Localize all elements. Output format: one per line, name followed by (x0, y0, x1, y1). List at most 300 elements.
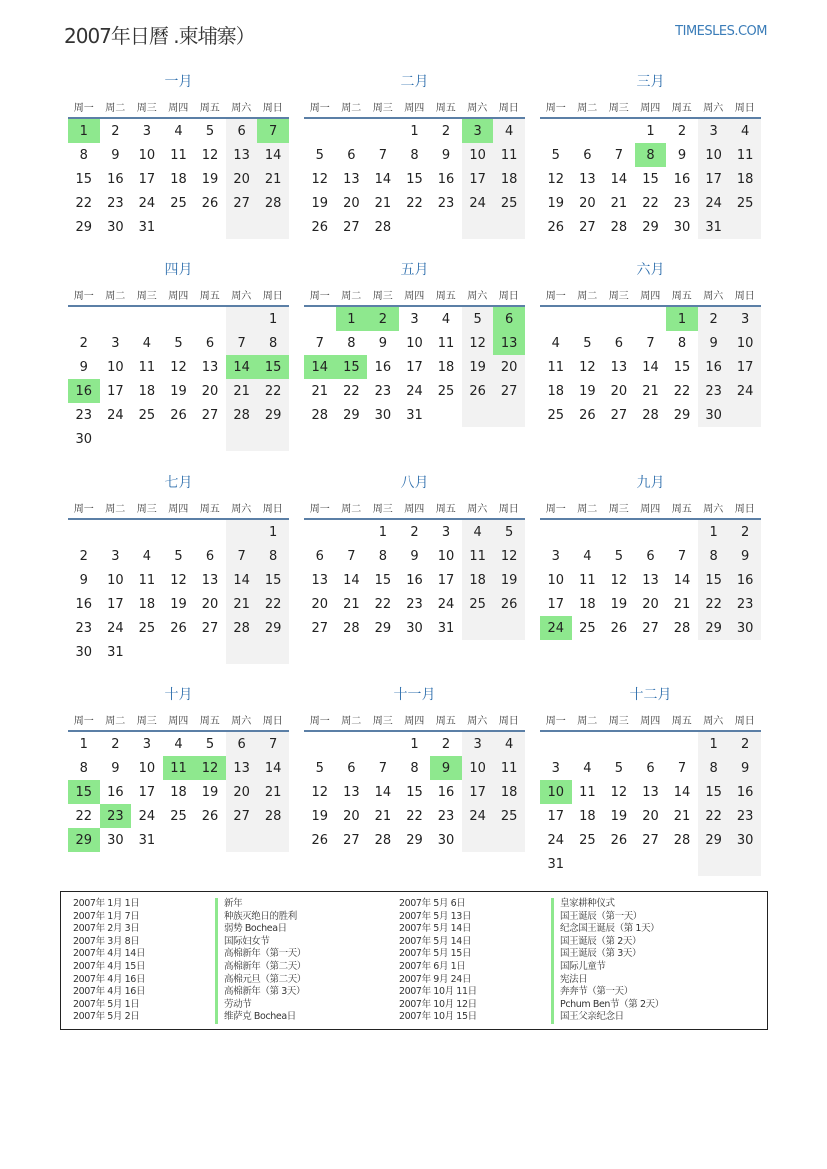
day-cell[interactable]: 19 (462, 355, 494, 379)
day-cell[interactable]: 25 (493, 191, 525, 215)
day-cell[interactable]: 19 (610, 808, 628, 824)
day-cell[interactable]: 23 (107, 195, 124, 211)
day-cell[interactable]: 1 (257, 307, 289, 331)
day-cell[interactable]: 19 (201, 171, 219, 187)
day-cell[interactable]: 22 (374, 596, 392, 612)
day-cell[interactable]: 17 (462, 167, 494, 191)
day-cell[interactable]: 23 (75, 407, 93, 423)
day-cell[interactable]: 22 (406, 808, 423, 824)
day-cell[interactable]: 19 (170, 596, 187, 612)
day-cell[interactable]: 10 (462, 143, 494, 167)
day-cell[interactable]: 8 (635, 143, 667, 167)
day-cell[interactable]: 1 (257, 520, 289, 544)
day-cell[interactable]: 11 (547, 359, 565, 375)
day-cell[interactable]: 14 (673, 784, 691, 800)
day-cell[interactable]: 20 (343, 808, 360, 824)
day-cell[interactable]: 8 (698, 544, 730, 568)
day-cell[interactable]: 23 (437, 195, 455, 211)
day-cell[interactable]: 14 (257, 143, 289, 167)
day-cell[interactable]: 29 (698, 616, 730, 640)
day-cell[interactable]: 7 (257, 732, 289, 756)
day-cell[interactable]: 26 (311, 832, 329, 848)
day-cell[interactable]: 20 (343, 195, 360, 211)
day-cell[interactable]: 28 (642, 407, 659, 423)
day-cell[interactable]: 18 (493, 780, 525, 804)
day-cell[interactable]: 13 (226, 143, 258, 167)
day-cell[interactable]: 1 (68, 119, 100, 143)
day-cell[interactable]: 12 (493, 544, 525, 568)
day-cell[interactable]: 9 (441, 147, 451, 163)
day-cell[interactable]: 25 (437, 383, 455, 399)
day-cell[interactable]: 8 (347, 335, 356, 351)
day-cell[interactable]: 1 (698, 520, 730, 544)
day-cell[interactable]: 19 (170, 383, 187, 399)
day-cell[interactable]: 26 (547, 219, 565, 235)
day-cell[interactable]: 12 (170, 359, 187, 375)
day-cell[interactable]: 26 (170, 620, 187, 636)
day-cell[interactable]: 23 (406, 596, 423, 612)
day-cell[interactable]: 2 (410, 524, 419, 540)
day-cell[interactable]: 2 (79, 335, 88, 351)
day-cell[interactable]: 13 (343, 784, 360, 800)
day-cell[interactable]: 29 (642, 219, 659, 235)
day-cell[interactable]: 15 (642, 171, 659, 187)
day-cell[interactable]: 24 (540, 616, 572, 640)
day-cell[interactable]: 12 (311, 171, 329, 187)
day-cell[interactable]: 2 (677, 123, 687, 139)
day-cell[interactable]: 31 (138, 832, 156, 848)
day-cell[interactable]: 7 (226, 544, 258, 568)
day-cell[interactable]: 16 (107, 171, 124, 187)
day-cell[interactable]: 29 (257, 616, 289, 640)
day-cell[interactable]: 24 (698, 191, 730, 215)
day-cell[interactable]: 16 (75, 596, 93, 612)
day-cell[interactable]: 30 (107, 832, 124, 848)
day-cell[interactable]: 29 (673, 407, 691, 423)
day-cell[interactable]: 18 (437, 359, 455, 375)
day-cell[interactable]: 16 (437, 171, 455, 187)
day-cell[interactable]: 13 (311, 572, 329, 588)
day-cell[interactable]: 23 (729, 804, 761, 828)
day-cell[interactable]: 3 (111, 335, 120, 351)
day-cell[interactable]: 17 (406, 359, 423, 375)
day-cell[interactable]: 31 (406, 407, 423, 423)
day-cell[interactable]: 23 (75, 620, 93, 636)
day-cell[interactable]: 4 (142, 335, 152, 351)
day-cell[interactable]: 2 (111, 736, 120, 752)
day-cell[interactable]: 18 (138, 383, 156, 399)
day-cell[interactable]: 6 (614, 335, 624, 351)
day-cell[interactable]: 25 (138, 620, 156, 636)
day-cell[interactable]: 5 (614, 760, 624, 776)
day-cell[interactable]: 4 (174, 736, 183, 752)
day-cell[interactable]: 20 (201, 383, 219, 399)
day-cell[interactable]: 22 (406, 195, 423, 211)
day-cell[interactable]: 28 (343, 620, 360, 636)
day-cell[interactable]: 29 (406, 832, 423, 848)
day-cell[interactable]: 3 (551, 760, 560, 776)
day-cell[interactable]: 5 (462, 307, 494, 331)
day-cell[interactable]: 17 (547, 808, 565, 824)
day-cell[interactable]: 2 (698, 307, 730, 331)
day-cell[interactable]: 10 (406, 335, 423, 351)
day-cell[interactable]: 16 (437, 784, 455, 800)
day-cell[interactable]: 8 (677, 335, 687, 351)
day-cell[interactable]: 23 (374, 383, 392, 399)
day-cell[interactable]: 16 (673, 171, 691, 187)
day-cell[interactable]: 9 (79, 359, 88, 375)
day-cell[interactable]: 18 (462, 568, 494, 592)
day-cell[interactable]: 25 (579, 832, 596, 848)
day-cell[interactable]: 4 (729, 119, 761, 143)
day-cell[interactable]: 25 (138, 407, 156, 423)
day-cell[interactable]: 22 (642, 195, 659, 211)
day-cell[interactable]: 28 (257, 191, 289, 215)
day-cell[interactable]: 11 (462, 544, 494, 568)
day-cell[interactable]: 3 (729, 307, 761, 331)
day-cell[interactable]: 22 (698, 804, 730, 828)
day-cell[interactable]: 28 (374, 832, 392, 848)
day-cell[interactable]: 25 (579, 620, 596, 636)
day-cell[interactable]: 20 (226, 167, 258, 191)
day-cell[interactable]: 14 (610, 171, 628, 187)
day-cell[interactable]: 2 (79, 548, 88, 564)
day-cell[interactable]: 28 (226, 403, 258, 427)
day-cell[interactable]: 17 (107, 383, 124, 399)
day-cell[interactable]: 8 (410, 760, 419, 776)
day-cell[interactable]: 3 (111, 548, 120, 564)
day-cell[interactable]: 2 (441, 736, 451, 752)
day-cell[interactable]: 28 (673, 832, 691, 848)
day-cell[interactable]: 1 (378, 524, 388, 540)
day-cell[interactable]: 21 (673, 596, 691, 612)
day-cell[interactable]: 21 (343, 596, 360, 612)
day-cell[interactable]: 19 (579, 383, 596, 399)
day-cell[interactable]: 17 (729, 355, 761, 379)
day-cell[interactable]: 30 (673, 219, 691, 235)
day-cell[interactable]: 14 (257, 756, 289, 780)
day-cell[interactable]: 31 (107, 644, 124, 660)
day-cell[interactable]: 23 (437, 808, 455, 824)
day-cell[interactable]: 20 (642, 808, 659, 824)
day-cell[interactable]: 21 (374, 808, 392, 824)
day-cell[interactable]: 23 (698, 379, 730, 403)
day-cell[interactable]: 3 (410, 311, 419, 327)
day-cell[interactable]: 27 (343, 832, 360, 848)
day-cell[interactable]: 2 (367, 307, 399, 331)
day-cell[interactable]: 11 (493, 143, 525, 167)
day-cell[interactable]: 14 (642, 359, 659, 375)
day-cell[interactable]: 30 (437, 832, 455, 848)
day-cell[interactable]: 9 (378, 335, 388, 351)
day-cell[interactable]: 24 (138, 195, 156, 211)
day-cell[interactable]: 11 (138, 572, 156, 588)
day-cell[interactable]: 20 (579, 195, 596, 211)
day-cell[interactable]: 25 (729, 191, 761, 215)
day-cell[interactable]: 22 (75, 808, 93, 824)
day-cell[interactable]: 23 (673, 195, 691, 211)
day-cell[interactable]: 24 (138, 808, 156, 824)
day-cell[interactable]: 19 (311, 195, 329, 211)
day-cell[interactable]: 28 (673, 620, 691, 636)
day-cell[interactable]: 15 (406, 784, 423, 800)
day-cell[interactable]: 27 (201, 620, 219, 636)
day-cell[interactable]: 23 (100, 804, 132, 828)
day-cell[interactable]: 7 (677, 760, 687, 776)
day-cell[interactable]: 16 (374, 359, 392, 375)
day-cell[interactable]: 18 (493, 167, 525, 191)
day-cell[interactable]: 7 (378, 147, 388, 163)
day-cell[interactable]: 15 (257, 355, 289, 379)
day-cell[interactable]: 12 (579, 359, 596, 375)
day-cell[interactable]: 20 (642, 596, 659, 612)
day-cell[interactable]: 4 (551, 335, 560, 351)
day-cell[interactable]: 11 (138, 359, 156, 375)
day-cell[interactable]: 8 (257, 331, 289, 355)
day-cell[interactable]: 7 (646, 335, 655, 351)
day-cell[interactable]: 15 (406, 171, 423, 187)
day-cell[interactable]: 17 (107, 596, 124, 612)
day-cell[interactable]: 24 (547, 832, 565, 848)
day-cell[interactable]: 10 (437, 548, 455, 564)
day-cell[interactable]: 4 (142, 548, 152, 564)
day-cell[interactable]: 21 (257, 780, 289, 804)
day-cell[interactable]: 6 (226, 732, 258, 756)
day-cell[interactable]: 30 (75, 644, 93, 660)
day-cell[interactable]: 12 (311, 784, 329, 800)
day-cell[interactable]: 11 (170, 147, 187, 163)
day-cell[interactable]: 27 (493, 379, 525, 403)
day-cell[interactable]: 8 (79, 147, 88, 163)
day-cell[interactable]: 1 (698, 732, 730, 756)
day-cell[interactable]: 24 (107, 620, 124, 636)
day-cell[interactable]: 18 (579, 596, 596, 612)
day-cell[interactable]: 25 (493, 804, 525, 828)
day-cell[interactable]: 9 (729, 756, 761, 780)
day-cell[interactable]: 26 (610, 620, 628, 636)
day-cell[interactable]: 18 (170, 784, 187, 800)
day-cell[interactable]: 3 (441, 524, 451, 540)
day-cell[interactable]: 21 (610, 195, 628, 211)
day-cell[interactable]: 1 (410, 123, 419, 139)
day-cell[interactable]: 18 (729, 167, 761, 191)
day-cell[interactable]: 17 (138, 171, 156, 187)
day-cell[interactable]: 6 (347, 760, 356, 776)
day-cell[interactable]: 13 (201, 572, 219, 588)
day-cell[interactable]: 7 (378, 760, 388, 776)
day-cell[interactable]: 3 (551, 548, 560, 564)
day-cell[interactable]: 4 (174, 123, 183, 139)
day-cell[interactable]: 6 (226, 119, 258, 143)
day-cell[interactable]: 13 (201, 359, 219, 375)
day-cell[interactable]: 6 (315, 548, 324, 564)
day-cell[interactable]: 12 (170, 572, 187, 588)
day-cell[interactable]: 6 (583, 147, 592, 163)
day-cell[interactable]: 9 (410, 548, 419, 564)
day-cell[interactable]: 8 (698, 756, 730, 780)
day-cell[interactable]: 4 (462, 520, 494, 544)
day-cell[interactable]: 4 (583, 760, 592, 776)
day-cell[interactable]: 12 (547, 171, 565, 187)
day-cell[interactable]: 7 (347, 548, 356, 564)
day-cell[interactable]: 7 (315, 335, 324, 351)
day-cell[interactable]: 28 (610, 219, 628, 235)
day-cell[interactable]: 3 (142, 123, 152, 139)
day-cell[interactable]: 3 (462, 732, 494, 756)
day-cell[interactable]: 28 (374, 219, 392, 235)
day-cell[interactable]: 25 (170, 195, 187, 211)
day-cell[interactable]: 31 (547, 856, 565, 872)
day-cell[interactable]: 26 (579, 407, 596, 423)
day-cell[interactable]: 24 (462, 191, 494, 215)
day-cell[interactable]: 14 (226, 355, 258, 379)
day-cell[interactable]: 12 (610, 784, 628, 800)
day-cell[interactable]: 5 (174, 548, 183, 564)
day-cell[interactable]: 5 (551, 147, 560, 163)
day-cell[interactable]: 14 (343, 572, 360, 588)
day-cell[interactable]: 2 (729, 732, 761, 756)
day-cell[interactable]: 21 (673, 808, 691, 824)
day-cell[interactable]: 8 (378, 548, 388, 564)
day-cell[interactable]: 25 (462, 592, 494, 616)
day-cell[interactable]: 29 (68, 828, 100, 852)
day-cell[interactable]: 11 (579, 784, 596, 800)
day-cell[interactable]: 30 (698, 403, 730, 427)
day-cell[interactable]: 17 (547, 596, 565, 612)
day-cell[interactable]: 9 (79, 572, 88, 588)
day-cell[interactable]: 27 (201, 407, 219, 423)
day-cell[interactable]: 4 (441, 311, 451, 327)
site-logo-text[interactable]: TIMESLES.COM (675, 24, 767, 39)
day-cell[interactable]: 16 (729, 780, 761, 804)
day-cell[interactable]: 16 (107, 784, 124, 800)
day-cell[interactable]: 2 (441, 123, 451, 139)
day-cell[interactable]: 10 (698, 143, 730, 167)
day-cell[interactable]: 8 (79, 760, 88, 776)
day-cell[interactable]: 21 (257, 167, 289, 191)
day-cell[interactable]: 19 (311, 808, 329, 824)
day-cell[interactable]: 11 (579, 572, 596, 588)
day-cell[interactable]: 21 (226, 592, 258, 616)
day-cell[interactable]: 7 (257, 119, 289, 143)
day-cell[interactable]: 26 (170, 407, 187, 423)
day-cell[interactable]: 3 (462, 119, 494, 143)
day-cell[interactable]: 24 (729, 379, 761, 403)
day-cell[interactable]: 19 (547, 195, 565, 211)
day-cell[interactable]: 16 (68, 379, 100, 403)
day-cell[interactable]: 10 (138, 760, 156, 776)
day-cell[interactable]: 12 (462, 331, 494, 355)
day-cell[interactable]: 4 (493, 732, 525, 756)
day-cell[interactable]: 15 (698, 780, 730, 804)
day-cell[interactable]: 22 (698, 592, 730, 616)
day-cell[interactable]: 30 (107, 219, 124, 235)
day-cell[interactable]: 28 (257, 804, 289, 828)
day-cell[interactable]: 26 (493, 592, 525, 616)
day-cell[interactable]: 23 (729, 592, 761, 616)
day-cell[interactable]: 22 (75, 195, 93, 211)
day-cell[interactable]: 14 (374, 784, 392, 800)
day-cell[interactable]: 15 (257, 568, 289, 592)
day-cell[interactable]: 9 (729, 544, 761, 568)
day-cell[interactable]: 18 (579, 808, 596, 824)
day-cell[interactable]: 6 (205, 335, 215, 351)
day-cell[interactable]: 28 (311, 407, 329, 423)
day-cell[interactable]: 10 (107, 359, 124, 375)
day-cell[interactable]: 17 (698, 167, 730, 191)
day-cell[interactable]: 9 (698, 331, 730, 355)
day-cell[interactable]: 16 (698, 355, 730, 379)
day-cell[interactable]: 15 (374, 572, 392, 588)
day-cell[interactable]: 31 (138, 219, 156, 235)
day-cell[interactable]: 11 (437, 335, 455, 351)
day-cell[interactable]: 15 (75, 171, 93, 187)
day-cell[interactable]: 19 (201, 784, 219, 800)
day-cell[interactable]: 26 (201, 195, 219, 211)
day-cell[interactable]: 13 (226, 756, 258, 780)
day-cell[interactable]: 19 (493, 568, 525, 592)
day-cell[interactable]: 12 (194, 756, 226, 780)
day-cell[interactable]: 14 (673, 572, 691, 588)
day-cell[interactable]: 14 (374, 171, 392, 187)
day-cell[interactable]: 10 (540, 780, 572, 804)
day-cell[interactable]: 29 (698, 828, 730, 852)
day-cell[interactable]: 14 (226, 568, 258, 592)
day-cell[interactable]: 27 (642, 832, 659, 848)
day-cell[interactable]: 26 (201, 808, 219, 824)
day-cell[interactable]: 25 (170, 808, 187, 824)
day-cell[interactable]: 27 (579, 219, 596, 235)
day-cell[interactable]: 5 (583, 335, 592, 351)
day-cell[interactable]: 18 (138, 596, 156, 612)
day-cell[interactable]: 25 (547, 407, 565, 423)
day-cell[interactable]: 12 (610, 572, 628, 588)
day-cell[interactable]: 18 (547, 383, 565, 399)
day-cell[interactable]: 13 (610, 359, 628, 375)
day-cell[interactable]: 15 (336, 355, 368, 379)
day-cell[interactable]: 31 (698, 215, 730, 239)
day-cell[interactable]: 15 (68, 780, 100, 804)
day-cell[interactable]: 16 (729, 568, 761, 592)
day-cell[interactable]: 16 (406, 572, 423, 588)
day-cell[interactable]: 1 (666, 307, 698, 331)
day-cell[interactable]: 11 (493, 756, 525, 780)
day-cell[interactable]: 30 (406, 620, 423, 636)
day-cell[interactable]: 27 (311, 620, 329, 636)
day-cell[interactable]: 12 (201, 147, 219, 163)
day-cell[interactable]: 27 (642, 620, 659, 636)
day-cell[interactable]: 21 (374, 195, 392, 211)
day-cell[interactable]: 5 (315, 760, 324, 776)
day-cell[interactable]: 4 (493, 119, 525, 143)
day-cell[interactable]: 1 (410, 736, 419, 752)
day-cell[interactable]: 29 (257, 403, 289, 427)
day-cell[interactable]: 27 (610, 407, 628, 423)
day-cell[interactable]: 11 (163, 756, 195, 780)
day-cell[interactable]: 6 (205, 548, 215, 564)
day-cell[interactable]: 6 (493, 307, 525, 331)
day-cell[interactable]: 30 (729, 828, 761, 852)
day-cell[interactable]: 22 (257, 379, 289, 403)
day-cell[interactable]: 15 (673, 359, 691, 375)
day-cell[interactable]: 13 (642, 784, 659, 800)
day-cell[interactable]: 9 (111, 760, 120, 776)
day-cell[interactable]: 13 (642, 572, 659, 588)
day-cell[interactable]: 10 (138, 147, 156, 163)
day-cell[interactable]: 30 (75, 431, 93, 447)
day-cell[interactable]: 10 (547, 572, 565, 588)
day-cell[interactable]: 17 (437, 572, 455, 588)
